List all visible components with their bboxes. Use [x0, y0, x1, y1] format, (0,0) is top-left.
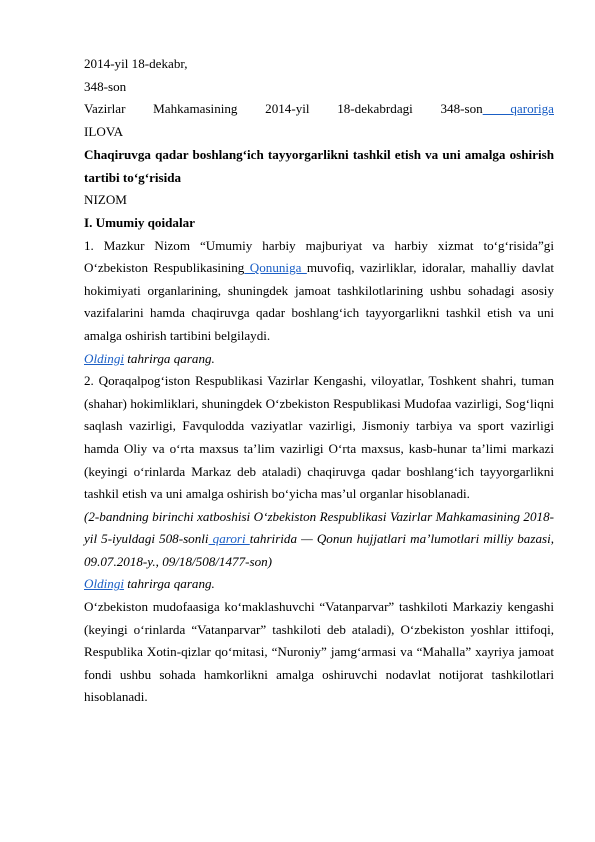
paragraph-1-start: 1. Mazkur Nizom “Umumiy harbiy majburiyat va harbiy xizmat to‘g‘risida”gi O‘zbekiston Respublikasining — [84, 237, 554, 276]
document-type: NIZOM — [84, 192, 127, 208]
section-heading: I. Umumiy qoidalar — [84, 214, 195, 230]
appendix-label: ILOVA — [84, 123, 124, 139]
amendment-note-end: tahririda — Qonun hujjatlari ma’lumotlari milliy bazasi, 09.07.2018-y., 09/18/508/1477-son) — [84, 531, 554, 569]
document-title: Chaqiruvga qadar boshlang‘ich tayyorgarlikni tashkil etish va uni amalga oshirish tartibi to‘g‘risida — [84, 147, 554, 186]
decree-link[interactable]: qarori — [208, 531, 250, 547]
previous-edition-text-2: tahrirga qarang. — [124, 576, 215, 592]
document-body — [84, 53, 554, 709]
amendment-note — [84, 506, 554, 574]
paragraph-3: O‘zbekiston mudofaasiga ko‘maklashuvchi “Vatanparvar” tashkiloti Markaziy kengashi (keyingi o‘rinlarda “Vatanparvar” tashkiloti deb ataladi), O‘zbekiston yoshlar ittifoqi, Respublika Xotin-qizlar qo‘mitasi, “Nuroniy” jamg‘armasi va “Mahalla” xayriya jamoat fondi ushbu sohada hamkorlikni amalga oshiruvchi nodavlat notijorat tashkilotlari hisoblanadi. — [84, 599, 554, 705]
resolution-link[interactable]: qaroriga — [482, 101, 554, 117]
resolution-line — [84, 98, 554, 121]
law-link[interactable]: Qonuniga — [244, 260, 307, 276]
previous-edition-text-1: tahrirga qarang. — [124, 350, 215, 366]
paragraph-1 — [84, 235, 554, 348]
amendment-note-start: (2-bandning birinchi xatboshisi O‘zbekiston Respublikasi Vazirlar Mahkamasining 2018-yil 5-iyuldagi 508-sonli — [84, 508, 554, 547]
previous-edition-link-1[interactable]: Oldingi — [84, 350, 125, 366]
previous-edition-link-2[interactable]: Oldingi — [84, 576, 125, 592]
date-line: 2014-yil 18-dekabr, — [84, 56, 188, 71]
resolution-prefix: Vazirlar Mahkamasining 2014-yil 18-dekabrdagi 348-son — [84, 101, 483, 117]
previous-edition-note-2 — [84, 573, 554, 596]
previous-edition-note-1 — [84, 348, 554, 371]
paragraph-1-end: muvofiq, vazirliklar, idoralar, mahalliy davlat hokimiyati organlarining, shuningdek jamoat tashkilotlarining ushbu sohadagi asosiy vazifalarini hamda chaqiruvga qadar boshlang‘ich tayyorgarlikni tashkil etish va uni amalga oshirish tartibini belgilaydi. — [84, 260, 555, 343]
number-line: 348-son — [84, 78, 127, 94]
paragraph-2: 2. Qoraqalpog‘iston Respublikasi Vazirlar Kengashi, viloyatlar, Toshkent shahri, tuman (shahar) hokimliklari, shuningdek O‘zbekiston Respublikasi Mudofaa vazirligi, Sog‘liqni saqlash vazirligi, Favqulodda vaziyatlar vazirligi, Jismoniy tarbiya va sport vazirligi hamda Oliy va o‘rta maxsus ta’lim vazirligi O‘rta maxsus, kasb-hunar ta’limi markazi (keyingi o‘rinlarda Markaz deb ataladi) chaqiruvga qadar boshlang‘ich tayyorgarlikni tashkil etish va uni amalga oshirish bo‘yicha mas’ul organlar hisoblanadi. — [84, 373, 554, 502]
